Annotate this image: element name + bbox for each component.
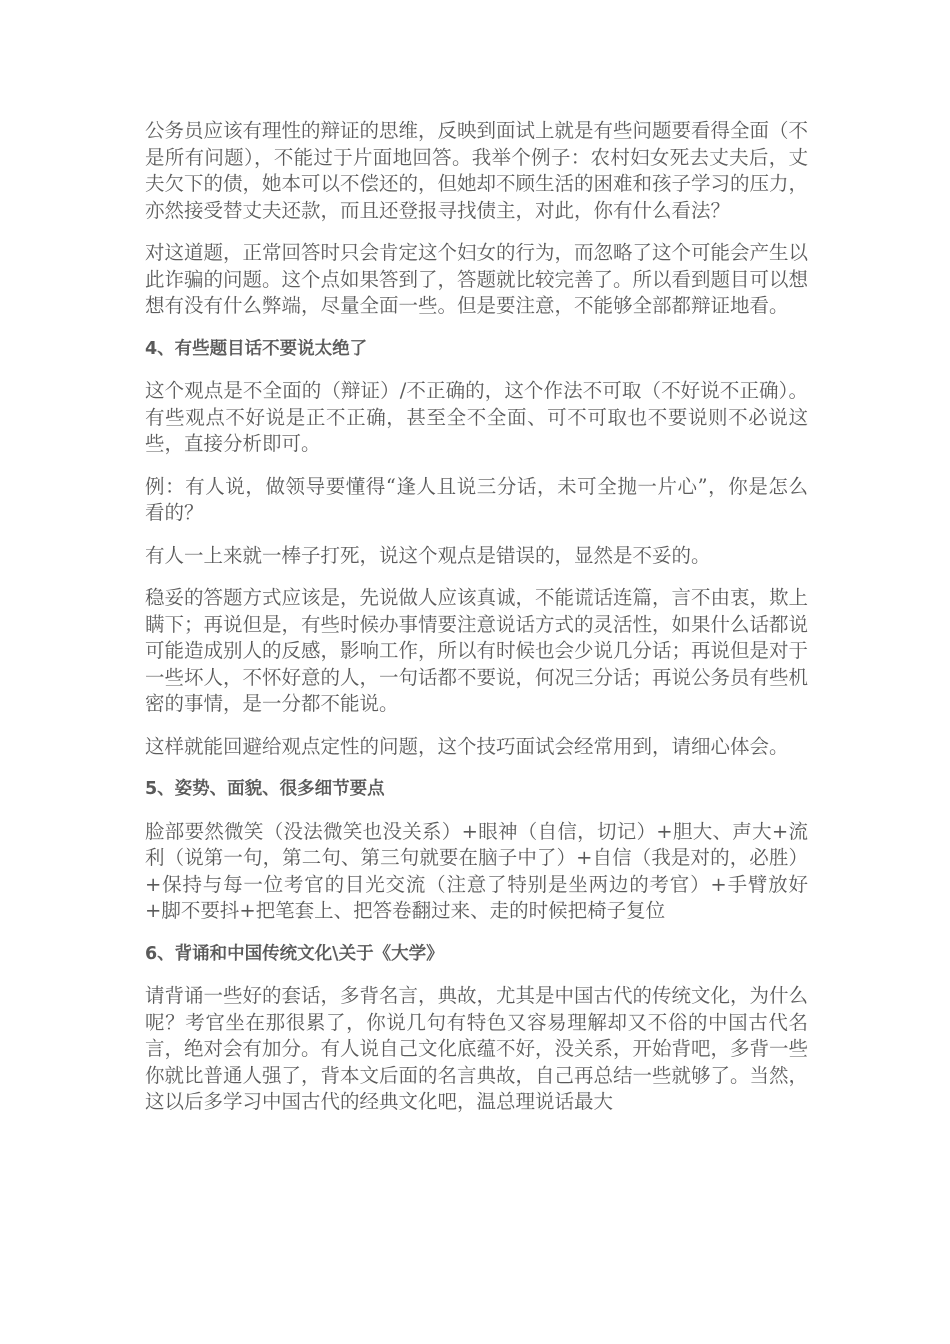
paragraph-viewpoint: 这个观点是不全面的（辩证）/不正确的，这个作法不可取（不好说不正确）。有些观点不好说是正不正确，甚至全不全面、可不可取也不要说则不必说这些，直接分析即可。	[145, 379, 808, 455]
document-body	[145, 118, 808, 1132]
paragraph-wrong-answer: 有人一上来就一棒子打死，说这个观点是错误的，显然是不妥的。	[145, 543, 711, 567]
section-heading-4: 4、有些题目话不要说太绝了	[145, 338, 368, 359]
paragraph-example-question: 公务员应该有理性的辩证的思维，反映到面试上就是有些问题要看得全面（不是所有问题），不能过于片面地回答。我举个例子：农村妇女死去丈夫后，丈夫欠下的债，她本可以不偿还的，但她却不顾生活的困难和孩子学习的压力，亦然接受替丈夫还款，而且还登报寻找债主，对此，你有什么看法？	[145, 119, 809, 222]
paragraph-posture-details: 脸部要然微笑（没法微笑也没关系）+眼神（自信，切记）+胆大、声大+流利（说第一句，第二句、第三句就要在脑子中了）+自信（我是对的，必胜）+保持与每一位考官的目光交流（注意了特别是坐两边的考官）+手臂放好+脚不要抖+把笔套上、把答卷翻过来、走的时候把椅子复位	[145, 819, 808, 922]
section-heading-5: 5、姿势、面貌、很多细节要点	[145, 779, 385, 799]
section-heading-6: 6、背诵和中国传统文化\关于《大学》	[145, 943, 444, 964]
paragraph-answer-analysis: 对这道题，正常回答时只会肯定这个妇女的行为，而忽略了这个可能会产生以此诈骗的问题。这个点如果答到了，答题就比较完善了。所以看到题目可以想想有没有什么弊端，尽量全面一些。但是要注意，不能够全部都辩证地看。	[145, 241, 809, 317]
paragraph-safe-answer: 稳妥的答题方式应该是，先说做人应该真诚，不能谎话连篇，言不由衷，欺上瞒下；再说但是，有些时候办事情要注意说话方式的灵活性，如果什么话都说可能造成别人的反感，影响工作，所以有时候也会少说几分话；再说但是对于一些坏人，不怀好意的人，一句话都不要说，何况三分话；再说公务员有些机密的事情，是一分都不能说。	[145, 586, 809, 715]
paragraph-example-leader: 例：有人说，做领导要懂得“逢人且说三分话，未可全抛一片心”，你是怎么看的？	[145, 474, 808, 524]
paragraph-technique: 这样就能回避给观点定性的问题，这个技巧面试会经常用到，请细心体会。	[145, 734, 789, 758]
paragraph-traditional-culture: 请背诵一些好的套话，多背名言，典故，尤其是中国古代的传统文化，为什么呢？考官坐在那很累了，你说几句有特色又容易理解却又不俗的中国古代名言，绝对会有加分。有人说自己文化底蕴不好，没关系，开始背吧，多背一些你就比普通人强了，背本文后面的名言典故，自己再总结一些就够了。当然，这以后多学习中国古代的经典文化吧，温总理说话最大	[145, 984, 809, 1113]
